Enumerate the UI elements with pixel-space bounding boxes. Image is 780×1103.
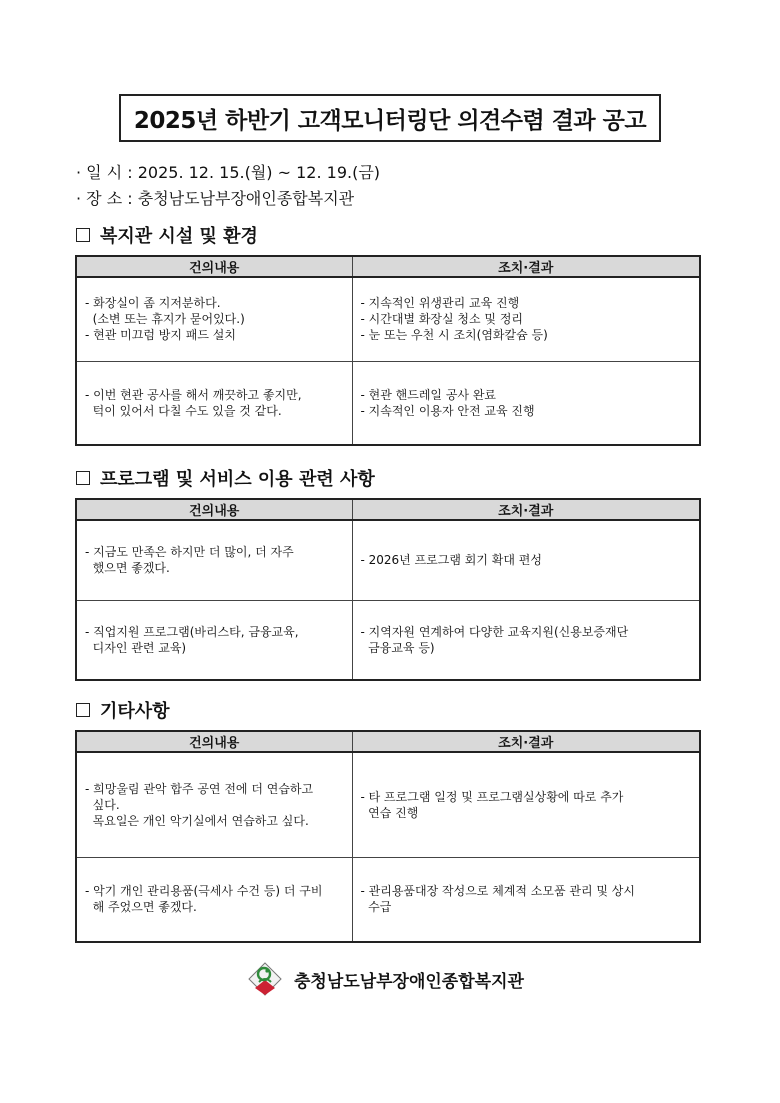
section-title-facilities [76,222,258,248]
cell-line: 싶다. [85,797,120,812]
cell-line: - 시간대별 화장실 청소 및 정리 [360,312,524,327]
table-header-row [76,256,700,277]
table-row [76,752,700,857]
cell-line: - 현관 핸드레일 공사 완료 [360,387,497,402]
cell-line: - 직업지원 프로그램(바리스타, 금융교육, [85,624,299,639]
event-place: · 장 소 : 충청남도남부장애인종합복지관 [76,189,355,208]
cell-line: 연습 진행 [360,805,419,820]
cell-line: - 지금도 만족은 하지만 더 많이, 더 자주 [85,545,294,560]
event-date: · 일 시 : 2025. 12. 15.(월) ~ 12. 19.(금) [76,163,381,182]
header-suggestion: 건의내용 [76,256,352,277]
action-cell [352,361,700,445]
cell-line: 수급 [360,900,392,915]
table-row [76,361,700,445]
cell-line: - 지속적인 이용자 안전 교육 진행 [360,403,535,418]
section-title-programs [76,465,375,491]
page-title: 2025년 하반기 고객모니터링단 의견수렴 결과 공고 [119,94,661,142]
checkbox-square-icon [76,471,90,485]
action-cell [352,752,700,857]
cell-line: - 2026년 프로그램 회기 확대 편성 [360,553,542,568]
header-action: 조치·결과 [352,731,700,752]
cell-line: - 타 프로그램 일정 및 프로그램실상황에 따로 추가 [360,789,624,804]
table-row [76,600,700,680]
facilities-table [75,255,701,446]
cell-line: - 지속적인 위생관리 교육 진행 [360,296,520,311]
cell-line: 턱이 있어서 다칠 수도 있을 것 같다. [85,403,282,418]
welfare-center-logo-icon [248,962,282,996]
suggestion-cell [76,520,352,600]
suggestion-cell [76,600,352,680]
action-cell [352,857,700,942]
suggestion-cell [76,752,352,857]
section-title-text: 프로그램 및 서비스 이용 관련 사항 [100,469,375,490]
cell-line: (소변 또는 휴지가 묻어있다.) [85,312,245,327]
cell-line: - 희망울림 관악 합주 공연 전에 더 연습하고 [85,781,314,796]
header-suggestion: 건의내용 [76,499,352,520]
action-cell [352,520,700,600]
cell-line: - 현관 미끄럼 방지 패드 설치 [85,328,236,343]
programs-table [75,498,701,681]
table-header-row [76,499,700,520]
suggestion-cell [76,361,352,445]
table-header-row [76,731,700,752]
cell-line: - 지역자원 연계하여 다양한 교육지원(신용보증재단 [360,624,629,639]
cell-line: 했으면 좋겠다. [85,561,170,576]
organization-name: 충청남도남부장애인종합복지관 [294,971,524,992]
checkbox-square-icon [76,228,90,242]
section-title-text: 기타사항 [100,701,170,722]
header-action: 조치·결과 [352,256,700,277]
header-suggestion: 건의내용 [76,731,352,752]
action-cell [352,600,700,680]
cell-line: - 관리용품대장 작성으로 체계적 소모품 관리 및 상시 [360,884,635,899]
other-table [75,730,701,943]
section-title-other [76,697,170,723]
cell-line: 금융교육 등) [360,640,435,655]
cell-line: - 이번 현관 공사를 해서 깨끗하고 좋지만, [85,387,302,402]
cell-line: - 눈 또는 우천 시 조치(염화칼슘 등) [360,328,548,343]
cell-line: 해 주었으면 좋겠다. [85,900,197,915]
cell-line: 목요일은 개인 악기실에서 연습하고 싶다. [85,813,309,828]
section-title-text: 복지관 시설 및 환경 [100,226,258,247]
table-row [76,857,700,942]
cell-line: - 화장실이 좀 지저분하다. [85,296,221,311]
cell-line: - 악기 개인 관리용품(극세사 수건 등) 더 구비 [85,884,323,899]
cell-line: 디자인 관련 교육) [85,640,187,655]
suggestion-cell [76,277,352,361]
footer [248,962,524,996]
table-row [76,520,700,600]
table-row [76,277,700,361]
suggestion-cell [76,857,352,942]
header-action: 조치·결과 [352,499,700,520]
checkbox-square-icon [76,703,90,717]
action-cell [352,277,700,361]
